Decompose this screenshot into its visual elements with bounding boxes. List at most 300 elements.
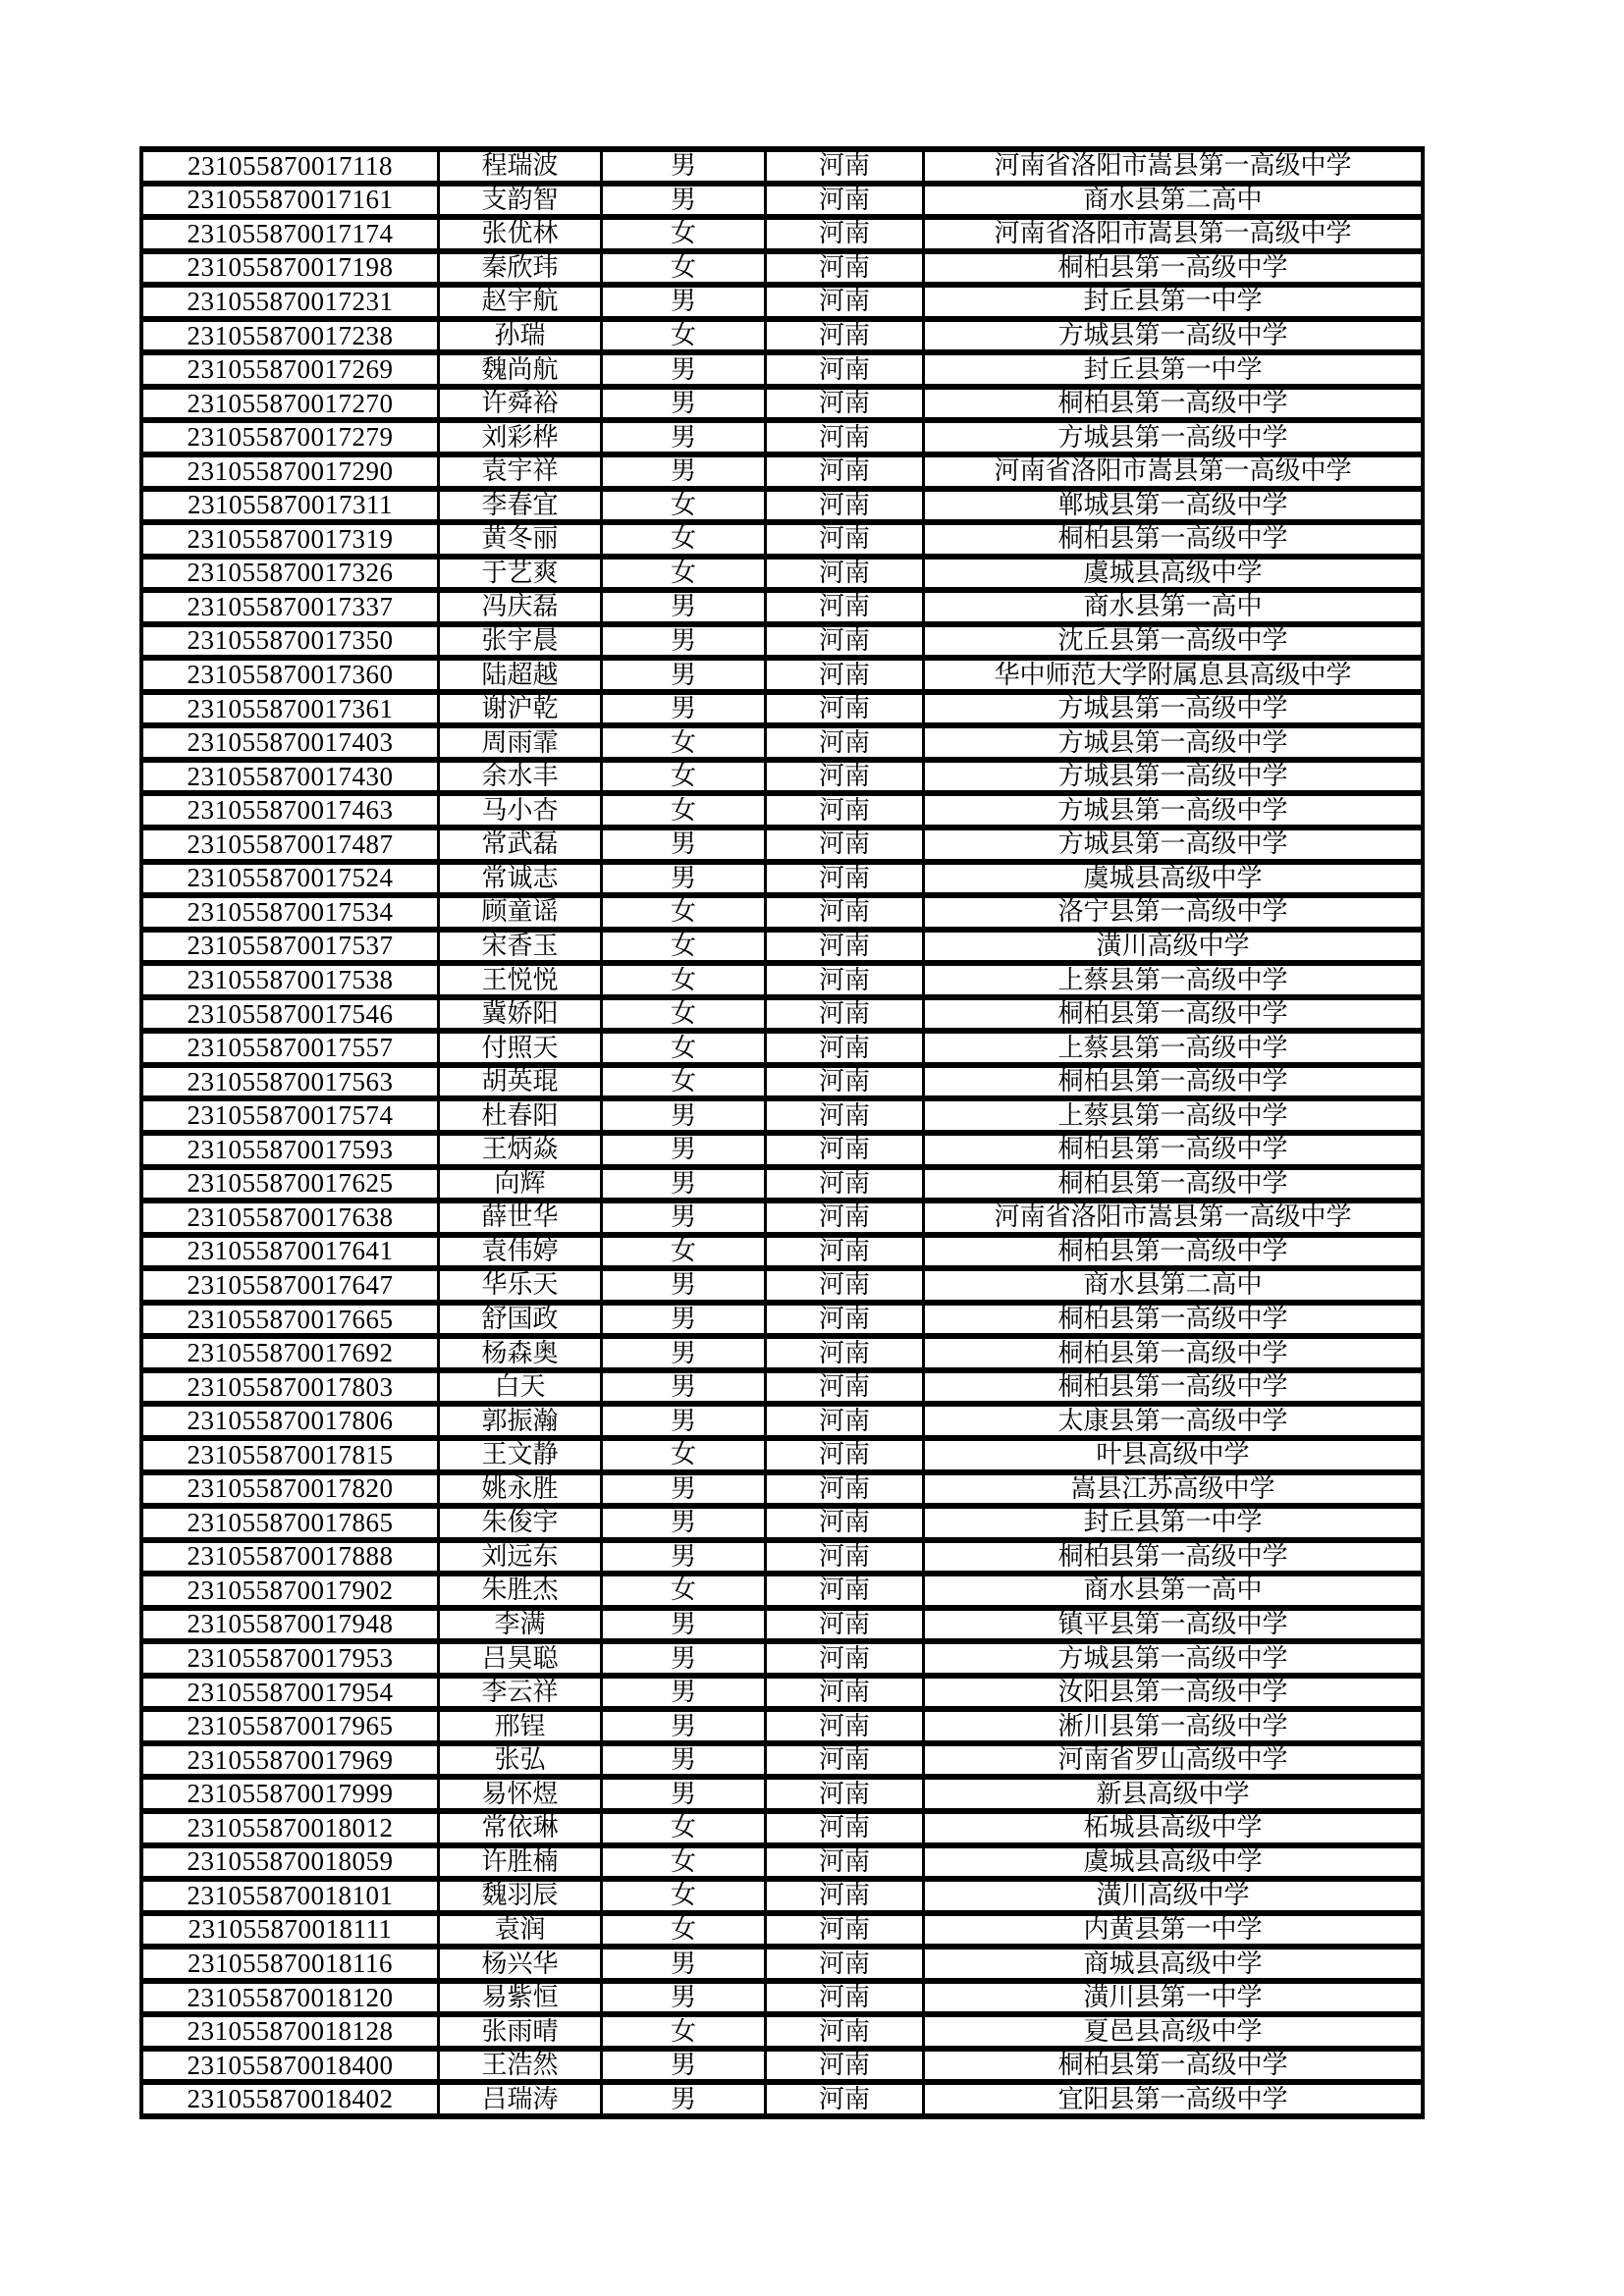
cell-province: 河南 bbox=[767, 1339, 922, 1367]
cell-gender: 男 bbox=[603, 627, 764, 656]
cell-exam-id: 231055870017174 bbox=[143, 220, 437, 248]
cell-exam-id: 231055870017403 bbox=[143, 728, 437, 757]
cell-gender: 男 bbox=[603, 1203, 764, 1232]
cell-school: 镇平县第一高级中学 bbox=[925, 1611, 1421, 1639]
cell-school: 桐柏县第一高级中学 bbox=[925, 254, 1421, 283]
cell-school: 方城县第一高级中学 bbox=[925, 830, 1421, 859]
cell-exam-id: 231055870018402 bbox=[143, 2085, 437, 2113]
cell-name: 郭振瀚 bbox=[440, 1407, 600, 1435]
cell-school: 河南省洛阳市嵩县第一高级中学 bbox=[925, 220, 1421, 248]
cell-school: 河南省罗山高级中学 bbox=[925, 1746, 1421, 1775]
cell-school: 潢川县第一中学 bbox=[925, 1984, 1421, 2012]
cell-exam-id: 231055870017290 bbox=[143, 457, 437, 486]
cell-gender: 女 bbox=[603, 220, 764, 248]
table-row bbox=[143, 220, 1421, 248]
cell-exam-id: 231055870017574 bbox=[143, 1101, 437, 1130]
cell-province: 河南 bbox=[767, 1271, 922, 1300]
table-row bbox=[143, 695, 1421, 723]
cell-gender: 男 bbox=[603, 152, 764, 181]
cell-school: 桐柏县第一高级中学 bbox=[925, 1543, 1421, 1572]
cell-exam-id: 231055870017902 bbox=[143, 1576, 437, 1605]
cell-name: 袁润 bbox=[440, 1916, 600, 1945]
cell-province: 河南 bbox=[767, 865, 922, 893]
cell-gender: 男 bbox=[603, 1644, 764, 1673]
cell-province: 河南 bbox=[767, 2017, 922, 2046]
cell-gender: 男 bbox=[603, 1984, 764, 2012]
cell-name: 顾童谣 bbox=[440, 898, 600, 927]
table-row bbox=[143, 1136, 1421, 1164]
cell-province: 河南 bbox=[767, 1000, 922, 1029]
cell-province: 河南 bbox=[767, 1034, 922, 1062]
cell-exam-id: 231055870017665 bbox=[143, 1306, 437, 1334]
cell-exam-id: 231055870017161 bbox=[143, 187, 437, 215]
cell-name: 支韵智 bbox=[440, 187, 600, 215]
cell-gender: 女 bbox=[603, 492, 764, 520]
cell-province: 河南 bbox=[767, 1882, 922, 1910]
cell-name: 刘远东 bbox=[440, 1543, 600, 1572]
cell-exam-id: 231055870018400 bbox=[143, 2052, 437, 2080]
table-row bbox=[143, 1814, 1421, 1842]
cell-gender: 男 bbox=[603, 288, 764, 316]
table-row bbox=[143, 1543, 1421, 1572]
cell-name: 邢锃 bbox=[440, 1712, 600, 1740]
table-row bbox=[143, 1848, 1421, 1877]
cell-school: 桐柏县第一高级中学 bbox=[925, 1339, 1421, 1367]
cell-name: 朱俊宇 bbox=[440, 1509, 600, 1537]
cell-name: 薛世华 bbox=[440, 1203, 600, 1232]
cell-province: 河南 bbox=[767, 457, 922, 486]
cell-province: 河南 bbox=[767, 1306, 922, 1334]
cell-name: 杨森奥 bbox=[440, 1339, 600, 1367]
cell-school: 封丘县第一中学 bbox=[925, 288, 1421, 316]
cell-exam-id: 231055870017360 bbox=[143, 661, 437, 689]
cell-province: 河南 bbox=[767, 2085, 922, 2113]
cell-exam-id: 231055870017537 bbox=[143, 933, 437, 961]
cell-exam-id: 231055870017269 bbox=[143, 355, 437, 384]
cell-exam-id: 231055870017641 bbox=[143, 1238, 437, 1266]
cell-province: 河南 bbox=[767, 1949, 922, 1978]
cell-exam-id: 231055870018116 bbox=[143, 1949, 437, 1978]
table-row bbox=[143, 728, 1421, 757]
cell-gender: 男 bbox=[603, 1746, 764, 1775]
cell-province: 河南 bbox=[767, 423, 922, 452]
cell-gender: 女 bbox=[603, 560, 764, 588]
table-row bbox=[143, 1306, 1421, 1334]
cell-name: 马小杏 bbox=[440, 796, 600, 825]
cell-school: 桐柏县第一高级中学 bbox=[925, 1136, 1421, 1164]
cell-gender: 男 bbox=[603, 1712, 764, 1740]
cell-province: 河南 bbox=[767, 1679, 922, 1707]
cell-gender: 女 bbox=[603, 728, 764, 757]
table-row bbox=[143, 1238, 1421, 1266]
cell-gender: 男 bbox=[603, 1949, 764, 1978]
cell-name: 冯庆磊 bbox=[440, 593, 600, 621]
cell-province: 河南 bbox=[767, 1238, 922, 1266]
table-row bbox=[143, 898, 1421, 927]
table-row bbox=[143, 1509, 1421, 1537]
cell-exam-id: 231055870017806 bbox=[143, 1407, 437, 1435]
cell-exam-id: 231055870017557 bbox=[143, 1034, 437, 1062]
cell-exam-id: 231055870017430 bbox=[143, 763, 437, 791]
table-row bbox=[143, 1407, 1421, 1435]
cell-gender: 女 bbox=[603, 1068, 764, 1096]
cell-name: 黄冬丽 bbox=[440, 525, 600, 554]
cell-name: 常依琳 bbox=[440, 1814, 600, 1842]
table-row bbox=[143, 1780, 1421, 1808]
cell-gender: 女 bbox=[603, 1814, 764, 1842]
cell-province: 河南 bbox=[767, 830, 922, 859]
cell-province: 河南 bbox=[767, 560, 922, 588]
cell-school: 河南省洛阳市嵩县第一高级中学 bbox=[925, 152, 1421, 181]
cell-province: 河南 bbox=[767, 1746, 922, 1775]
cell-school: 叶县高级中学 bbox=[925, 1441, 1421, 1469]
cell-exam-id: 231055870017953 bbox=[143, 1644, 437, 1673]
cell-gender: 女 bbox=[603, 933, 764, 961]
cell-exam-id: 231055870017279 bbox=[143, 423, 437, 452]
cell-name: 陆超越 bbox=[440, 661, 600, 689]
cell-gender: 男 bbox=[603, 661, 764, 689]
cell-name: 常武磊 bbox=[440, 830, 600, 859]
cell-school: 虞城县高级中学 bbox=[925, 560, 1421, 588]
cell-name: 杜春阳 bbox=[440, 1101, 600, 1130]
cell-school: 虞城县高级中学 bbox=[925, 1848, 1421, 1877]
table-row bbox=[143, 593, 1421, 621]
table-row bbox=[143, 661, 1421, 689]
cell-exam-id: 231055870017948 bbox=[143, 1611, 437, 1639]
cell-school: 封丘县第一中学 bbox=[925, 355, 1421, 384]
cell-school: 上蔡县第一高级中学 bbox=[925, 966, 1421, 994]
cell-province: 河南 bbox=[767, 1576, 922, 1605]
table-row bbox=[143, 355, 1421, 384]
cell-province: 河南 bbox=[767, 763, 922, 791]
cell-province: 河南 bbox=[767, 966, 922, 994]
cell-province: 河南 bbox=[767, 1848, 922, 1877]
cell-province: 河南 bbox=[767, 1916, 922, 1945]
cell-exam-id: 231055870018128 bbox=[143, 2017, 437, 2046]
cell-province: 河南 bbox=[767, 898, 922, 927]
cell-name: 孙瑞 bbox=[440, 322, 600, 350]
table-row bbox=[143, 560, 1421, 588]
cell-province: 河南 bbox=[767, 1509, 922, 1537]
cell-gender: 男 bbox=[603, 1407, 764, 1435]
cell-school: 潢川高级中学 bbox=[925, 933, 1421, 961]
cell-gender: 女 bbox=[603, 796, 764, 825]
cell-school: 方城县第一高级中学 bbox=[925, 695, 1421, 723]
cell-name: 秦欣玮 bbox=[440, 254, 600, 283]
table-row bbox=[143, 1271, 1421, 1300]
table-row bbox=[143, 1644, 1421, 1673]
cell-exam-id: 231055870017350 bbox=[143, 627, 437, 656]
table-row bbox=[143, 2017, 1421, 2046]
cell-name: 魏羽辰 bbox=[440, 1882, 600, 1910]
table-row bbox=[143, 525, 1421, 554]
cell-school: 淅川县第一高级中学 bbox=[925, 1712, 1421, 1740]
cell-exam-id: 231055870017638 bbox=[143, 1203, 437, 1232]
cell-exam-id: 231055870017463 bbox=[143, 796, 437, 825]
cell-school: 桐柏县第一高级中学 bbox=[925, 390, 1421, 418]
table-row bbox=[143, 288, 1421, 316]
cell-province: 河南 bbox=[767, 390, 922, 418]
cell-province: 河南 bbox=[767, 1441, 922, 1469]
cell-gender: 男 bbox=[603, 423, 764, 452]
cell-province: 河南 bbox=[767, 1611, 922, 1639]
table-row bbox=[143, 1611, 1421, 1639]
cell-gender: 男 bbox=[603, 1543, 764, 1572]
table-row bbox=[143, 1679, 1421, 1707]
cell-name: 张优林 bbox=[440, 220, 600, 248]
cell-school: 河南省洛阳市嵩县第一高级中学 bbox=[925, 457, 1421, 486]
cell-province: 河南 bbox=[767, 1712, 922, 1740]
cell-school: 方城县第一高级中学 bbox=[925, 1644, 1421, 1673]
cell-school: 上蔡县第一高级中学 bbox=[925, 1034, 1421, 1062]
cell-school: 潢川高级中学 bbox=[925, 1882, 1421, 1910]
cell-province: 河南 bbox=[767, 796, 922, 825]
table-row bbox=[143, 1916, 1421, 1945]
cell-province: 河南 bbox=[767, 355, 922, 384]
cell-name: 张宇晨 bbox=[440, 627, 600, 656]
cell-gender: 男 bbox=[603, 1271, 764, 1300]
cell-name: 张雨晴 bbox=[440, 2017, 600, 2046]
cell-gender: 女 bbox=[603, 1576, 764, 1605]
cell-gender: 男 bbox=[603, 1170, 764, 1199]
cell-province: 河南 bbox=[767, 220, 922, 248]
cell-province: 河南 bbox=[767, 933, 922, 961]
cell-gender: 男 bbox=[603, 1306, 764, 1334]
cell-gender: 男 bbox=[603, 1780, 764, 1808]
table-row bbox=[143, 1712, 1421, 1740]
cell-exam-id: 231055870017888 bbox=[143, 1543, 437, 1572]
cell-province: 河南 bbox=[767, 254, 922, 283]
table-row bbox=[143, 2085, 1421, 2113]
cell-name: 王浩然 bbox=[440, 2052, 600, 2080]
cell-school: 郸城县第一高级中学 bbox=[925, 492, 1421, 520]
cell-gender: 女 bbox=[603, 763, 764, 791]
cell-school: 新县高级中学 bbox=[925, 1780, 1421, 1808]
cell-school: 商城县高级中学 bbox=[925, 1949, 1421, 1978]
cell-name: 程瑞波 bbox=[440, 152, 600, 181]
table-row bbox=[143, 1475, 1421, 1504]
table-row bbox=[143, 1984, 1421, 2012]
cell-gender: 男 bbox=[603, 1339, 764, 1367]
cell-exam-id: 231055870018120 bbox=[143, 1984, 437, 2012]
cell-name: 许胜楠 bbox=[440, 1848, 600, 1877]
table-row bbox=[143, 423, 1421, 452]
cell-name: 袁宇祥 bbox=[440, 457, 600, 486]
table-row bbox=[143, 865, 1421, 893]
table-row bbox=[143, 1441, 1421, 1469]
cell-province: 河南 bbox=[767, 1068, 922, 1096]
cell-gender: 女 bbox=[603, 1238, 764, 1266]
cell-province: 河南 bbox=[767, 525, 922, 554]
cell-school: 商水县第二高中 bbox=[925, 1271, 1421, 1300]
cell-name: 常诚志 bbox=[440, 865, 600, 893]
cell-province: 河南 bbox=[767, 1170, 922, 1199]
cell-gender: 女 bbox=[603, 2017, 764, 2046]
cell-province: 河南 bbox=[767, 152, 922, 181]
cell-gender: 男 bbox=[603, 1475, 764, 1504]
cell-gender: 女 bbox=[603, 1882, 764, 1910]
cell-school: 方城县第一高级中学 bbox=[925, 728, 1421, 757]
table-row bbox=[143, 152, 1421, 181]
cell-gender: 女 bbox=[603, 525, 764, 554]
cell-gender: 男 bbox=[603, 457, 764, 486]
cell-exam-id: 231055870017865 bbox=[143, 1509, 437, 1537]
cell-school: 桐柏县第一高级中学 bbox=[925, 1000, 1421, 1029]
table-row bbox=[143, 1576, 1421, 1605]
table-row bbox=[143, 254, 1421, 283]
table-row bbox=[143, 457, 1421, 486]
cell-school: 桐柏县第一高级中学 bbox=[925, 1170, 1421, 1199]
table-row bbox=[143, 1949, 1421, 1978]
cell-name: 易怀煜 bbox=[440, 1780, 600, 1808]
table-row bbox=[143, 796, 1421, 825]
cell-exam-id: 231055870018111 bbox=[143, 1916, 437, 1945]
cell-name: 易紫恒 bbox=[440, 1984, 600, 2012]
cell-school: 华中师范大学附属息县高级中学 bbox=[925, 661, 1421, 689]
cell-province: 河南 bbox=[767, 1407, 922, 1435]
cell-exam-id: 231055870018012 bbox=[143, 1814, 437, 1842]
cell-gender: 男 bbox=[603, 1611, 764, 1639]
cell-name: 吕昊聪 bbox=[440, 1644, 600, 1673]
cell-exam-id: 231055870017311 bbox=[143, 492, 437, 520]
cell-school: 柘城县高级中学 bbox=[925, 1814, 1421, 1842]
cell-name: 王悦悦 bbox=[440, 966, 600, 994]
cell-exam-id: 231055870017815 bbox=[143, 1441, 437, 1469]
table-row bbox=[143, 627, 1421, 656]
cell-gender: 男 bbox=[603, 2052, 764, 2080]
cell-exam-id: 231055870017487 bbox=[143, 830, 437, 859]
cell-exam-id: 231055870017593 bbox=[143, 1136, 437, 1164]
cell-province: 河南 bbox=[767, 1780, 922, 1808]
cell-school: 嵩县江苏高级中学 bbox=[925, 1475, 1421, 1504]
cell-exam-id: 231055870017803 bbox=[143, 1373, 437, 1402]
cell-school: 河南省洛阳市嵩县第一高级中学 bbox=[925, 1203, 1421, 1232]
cell-exam-id: 231055870017231 bbox=[143, 288, 437, 316]
cell-name: 李春宜 bbox=[440, 492, 600, 520]
cell-name: 许舜裕 bbox=[440, 390, 600, 418]
cell-exam-id: 231055870017534 bbox=[143, 898, 437, 927]
cell-name: 舒国政 bbox=[440, 1306, 600, 1334]
cell-name: 魏尚航 bbox=[440, 355, 600, 384]
table-row bbox=[143, 1203, 1421, 1232]
cell-name: 刘彩桦 bbox=[440, 423, 600, 452]
cell-gender: 男 bbox=[603, 1679, 764, 1707]
cell-gender: 男 bbox=[603, 355, 764, 384]
cell-school: 内黄县第一中学 bbox=[925, 1916, 1421, 1945]
cell-province: 河南 bbox=[767, 288, 922, 316]
cell-school: 上蔡县第一高级中学 bbox=[925, 1101, 1421, 1130]
table-row bbox=[143, 1170, 1421, 1199]
table-row bbox=[143, 763, 1421, 791]
cell-gender: 男 bbox=[603, 830, 764, 859]
table-row bbox=[143, 1068, 1421, 1096]
cell-exam-id: 231055870017270 bbox=[143, 390, 437, 418]
cell-gender: 男 bbox=[603, 187, 764, 215]
cell-province: 河南 bbox=[767, 1101, 922, 1130]
cell-exam-id: 231055870017999 bbox=[143, 1780, 437, 1808]
cell-name: 宋香玉 bbox=[440, 933, 600, 961]
cell-exam-id: 231055870017969 bbox=[143, 1746, 437, 1775]
cell-province: 河南 bbox=[767, 492, 922, 520]
cell-name: 华乐天 bbox=[440, 1271, 600, 1300]
cell-name: 袁伟婷 bbox=[440, 1238, 600, 1266]
cell-school: 方城县第一高级中学 bbox=[925, 322, 1421, 350]
cell-name: 赵宇航 bbox=[440, 288, 600, 316]
table-row bbox=[143, 933, 1421, 961]
cell-exam-id: 231055870017538 bbox=[143, 966, 437, 994]
cell-exam-id: 231055870017563 bbox=[143, 1068, 437, 1096]
cell-school: 洛宁县第一高级中学 bbox=[925, 898, 1421, 927]
cell-exam-id: 231055870017820 bbox=[143, 1475, 437, 1504]
cell-exam-id: 231055870017361 bbox=[143, 695, 437, 723]
table-row bbox=[143, 1373, 1421, 1402]
cell-name: 姚永胜 bbox=[440, 1475, 600, 1504]
cell-school: 方城县第一高级中学 bbox=[925, 763, 1421, 791]
cell-name: 王炳焱 bbox=[440, 1136, 600, 1164]
cell-province: 河南 bbox=[767, 187, 922, 215]
table-row bbox=[143, 966, 1421, 994]
cell-name: 谢沪乾 bbox=[440, 695, 600, 723]
cell-gender: 男 bbox=[603, 1373, 764, 1402]
cell-school: 桐柏县第一高级中学 bbox=[925, 1238, 1421, 1266]
cell-school: 方城县第一高级中学 bbox=[925, 423, 1421, 452]
cell-name: 周雨霏 bbox=[440, 728, 600, 757]
cell-school: 桐柏县第一高级中学 bbox=[925, 1068, 1421, 1096]
cell-exam-id: 231055870018059 bbox=[143, 1848, 437, 1877]
cell-exam-id: 231055870017965 bbox=[143, 1712, 437, 1740]
table-row bbox=[143, 1882, 1421, 1910]
cell-exam-id: 231055870017546 bbox=[143, 1000, 437, 1029]
cell-school: 桐柏县第一高级中学 bbox=[925, 2052, 1421, 2080]
cell-school: 封丘县第一中学 bbox=[925, 1509, 1421, 1537]
cell-gender: 男 bbox=[603, 695, 764, 723]
cell-name: 于艺爽 bbox=[440, 560, 600, 588]
student-table bbox=[139, 146, 1425, 2119]
cell-gender: 女 bbox=[603, 898, 764, 927]
cell-name: 吕瑞涛 bbox=[440, 2085, 600, 2113]
cell-exam-id: 231055870017198 bbox=[143, 254, 437, 283]
cell-school: 方城县第一高级中学 bbox=[925, 796, 1421, 825]
table-row bbox=[143, 1000, 1421, 1029]
cell-province: 河南 bbox=[767, 1136, 922, 1164]
cell-gender: 女 bbox=[603, 1441, 764, 1469]
cell-province: 河南 bbox=[767, 661, 922, 689]
cell-province: 河南 bbox=[767, 1984, 922, 2012]
cell-name: 张弘 bbox=[440, 1746, 600, 1775]
cell-gender: 男 bbox=[603, 1136, 764, 1164]
cell-school: 商水县第一高中 bbox=[925, 593, 1421, 621]
table-row bbox=[143, 187, 1421, 215]
cell-name: 胡英琨 bbox=[440, 1068, 600, 1096]
cell-gender: 女 bbox=[603, 1000, 764, 1029]
cell-name: 朱胜杰 bbox=[440, 1576, 600, 1605]
table-row bbox=[143, 1101, 1421, 1130]
cell-gender: 男 bbox=[603, 1509, 764, 1537]
cell-school: 桐柏县第一高级中学 bbox=[925, 1373, 1421, 1402]
cell-province: 河南 bbox=[767, 1644, 922, 1673]
cell-gender: 男 bbox=[603, 865, 764, 893]
cell-exam-id: 231055870017692 bbox=[143, 1339, 437, 1367]
table-row bbox=[143, 2052, 1421, 2080]
table-row bbox=[143, 830, 1421, 859]
cell-name: 付照天 bbox=[440, 1034, 600, 1062]
cell-school: 虞城县高级中学 bbox=[925, 865, 1421, 893]
cell-province: 河南 bbox=[767, 322, 922, 350]
cell-province: 河南 bbox=[767, 1543, 922, 1572]
cell-name: 王文静 bbox=[440, 1441, 600, 1469]
cell-gender: 女 bbox=[603, 966, 764, 994]
cell-gender: 女 bbox=[603, 1848, 764, 1877]
